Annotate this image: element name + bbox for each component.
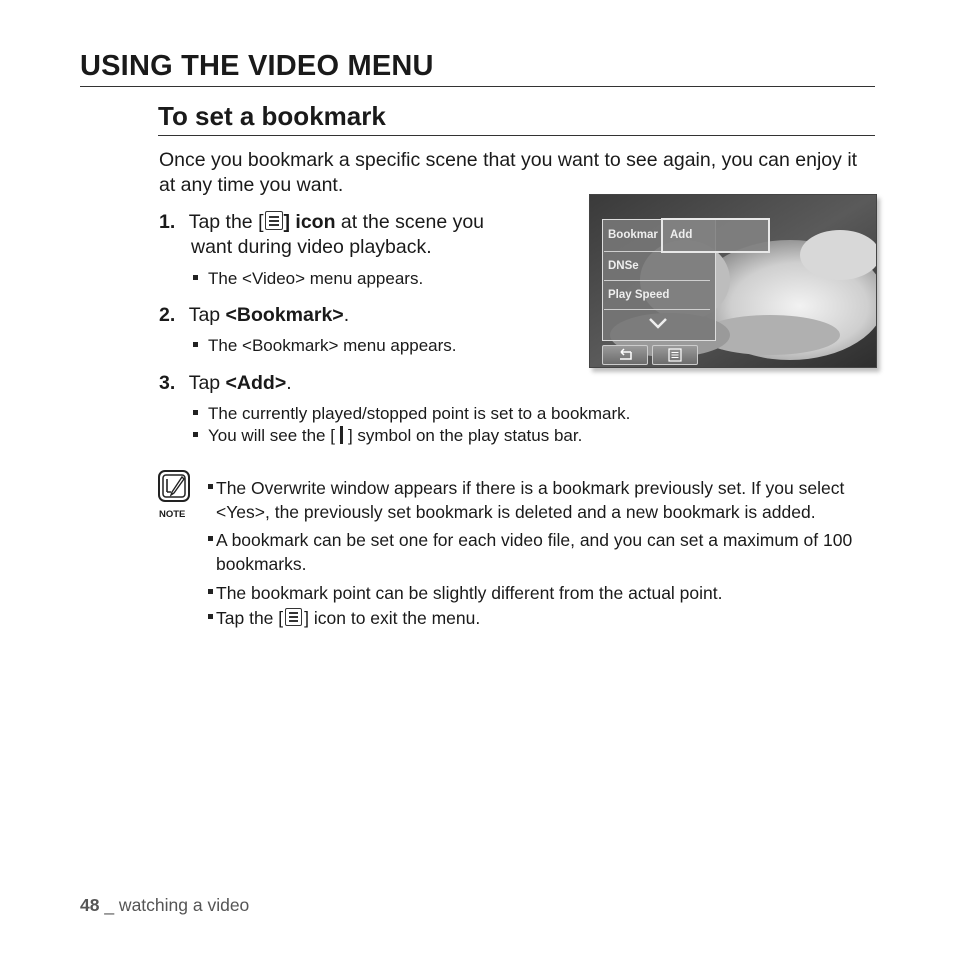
step-1-line2: want during video playback. — [191, 236, 432, 258]
note-text: The bookmark point can be slightly different from the actual point. — [216, 583, 723, 603]
back-button[interactable] — [602, 345, 648, 365]
note-item — [208, 606, 876, 630]
menu-item-bookmark[interactable]: Bookmar — [608, 229, 658, 241]
section-title: To set a bookmark — [158, 101, 386, 131]
step-text: Tap the [ — [188, 211, 264, 233]
menu-separator — [604, 280, 710, 281]
menu-button[interactable] — [652, 345, 698, 365]
step-3-bullet-1 — [193, 403, 630, 425]
bullet-square — [193, 432, 198, 437]
bullet-text: The currently played/stopped point is set to a bookmark. — [208, 404, 631, 423]
step-text: at the scene you — [335, 211, 485, 233]
menu-item-dnse[interactable]: DNSe — [608, 260, 639, 272]
note-icon-block — [158, 470, 192, 520]
note-item — [208, 476, 876, 524]
menu-icon — [265, 211, 283, 230]
step-text: . — [343, 304, 350, 326]
menu-separator — [604, 309, 710, 310]
step-3-bullet-2 — [193, 425, 582, 447]
page-title: USING THE VIDEO MENU — [80, 50, 434, 82]
title-rule — [80, 86, 875, 87]
device-screenshot — [589, 194, 877, 368]
chevron-down-icon[interactable] — [648, 317, 668, 329]
bullet-text: You will see the [ — [208, 426, 335, 445]
step-2 — [159, 303, 349, 328]
page-number: 48 — [80, 895, 100, 915]
bookmark-symbol-icon — [340, 426, 343, 444]
menu-icon — [285, 608, 302, 626]
step-1 — [159, 210, 559, 235]
note-item — [208, 528, 876, 576]
bullet-text: The <Bookmark> menu appears. — [208, 336, 457, 355]
step-text: Tap — [188, 372, 226, 394]
step-text-bold: <Bookmark> — [225, 304, 344, 326]
submenu-item-add[interactable]: Add — [670, 229, 693, 241]
step-2-bullet — [193, 335, 457, 357]
bullet-square — [208, 589, 213, 594]
step-number: 1. — [159, 211, 176, 233]
bullet-text: ] symbol on the play status bar. — [347, 426, 583, 445]
note-label: NOTE — [159, 509, 186, 520]
back-icon — [615, 348, 635, 362]
bullet-square — [208, 484, 213, 489]
bullet-square — [193, 275, 198, 280]
bullet-square — [193, 410, 198, 415]
bullet-square — [208, 614, 213, 619]
page-footer — [80, 895, 249, 916]
note-text: ] icon to exit the menu. — [304, 608, 481, 628]
note-item — [208, 581, 876, 605]
menu-item-play-speed[interactable]: Play Speed — [608, 289, 670, 301]
menu-icon — [668, 348, 682, 362]
section-rule — [158, 135, 875, 136]
step-text-bold: ] icon — [283, 211, 336, 233]
bullet-square — [208, 536, 213, 541]
note-list — [208, 476, 876, 630]
intro-paragraph: Once you bookmark a specific scene that you want to see again, you can enjoy it at any time you want. — [159, 149, 858, 196]
step-number: 3. — [159, 372, 176, 394]
step-text: . — [286, 372, 292, 394]
step-text-bold: <Add> — [225, 372, 287, 394]
note-text: The Overwrite window appears if there is a bookmark previously set. If you select <Yes>, the previously set bookmark is deleted and a new bookmark is added. — [216, 478, 845, 522]
step-number: 2. — [159, 304, 176, 326]
step-1-bullet — [193, 268, 423, 290]
note-text: Tap the [ — [216, 608, 284, 628]
footer-text: _ watching a video — [99, 895, 250, 915]
note-pencil-icon — [158, 470, 190, 502]
bullet-square — [193, 342, 198, 347]
note-text: A bookmark can be set one for each video file, and you can set a maximum of 100 bookmarks. — [216, 530, 853, 574]
step-3 — [159, 371, 292, 396]
step-text: Tap — [188, 304, 226, 326]
bullet-text: The <Video> menu appears. — [208, 269, 424, 288]
